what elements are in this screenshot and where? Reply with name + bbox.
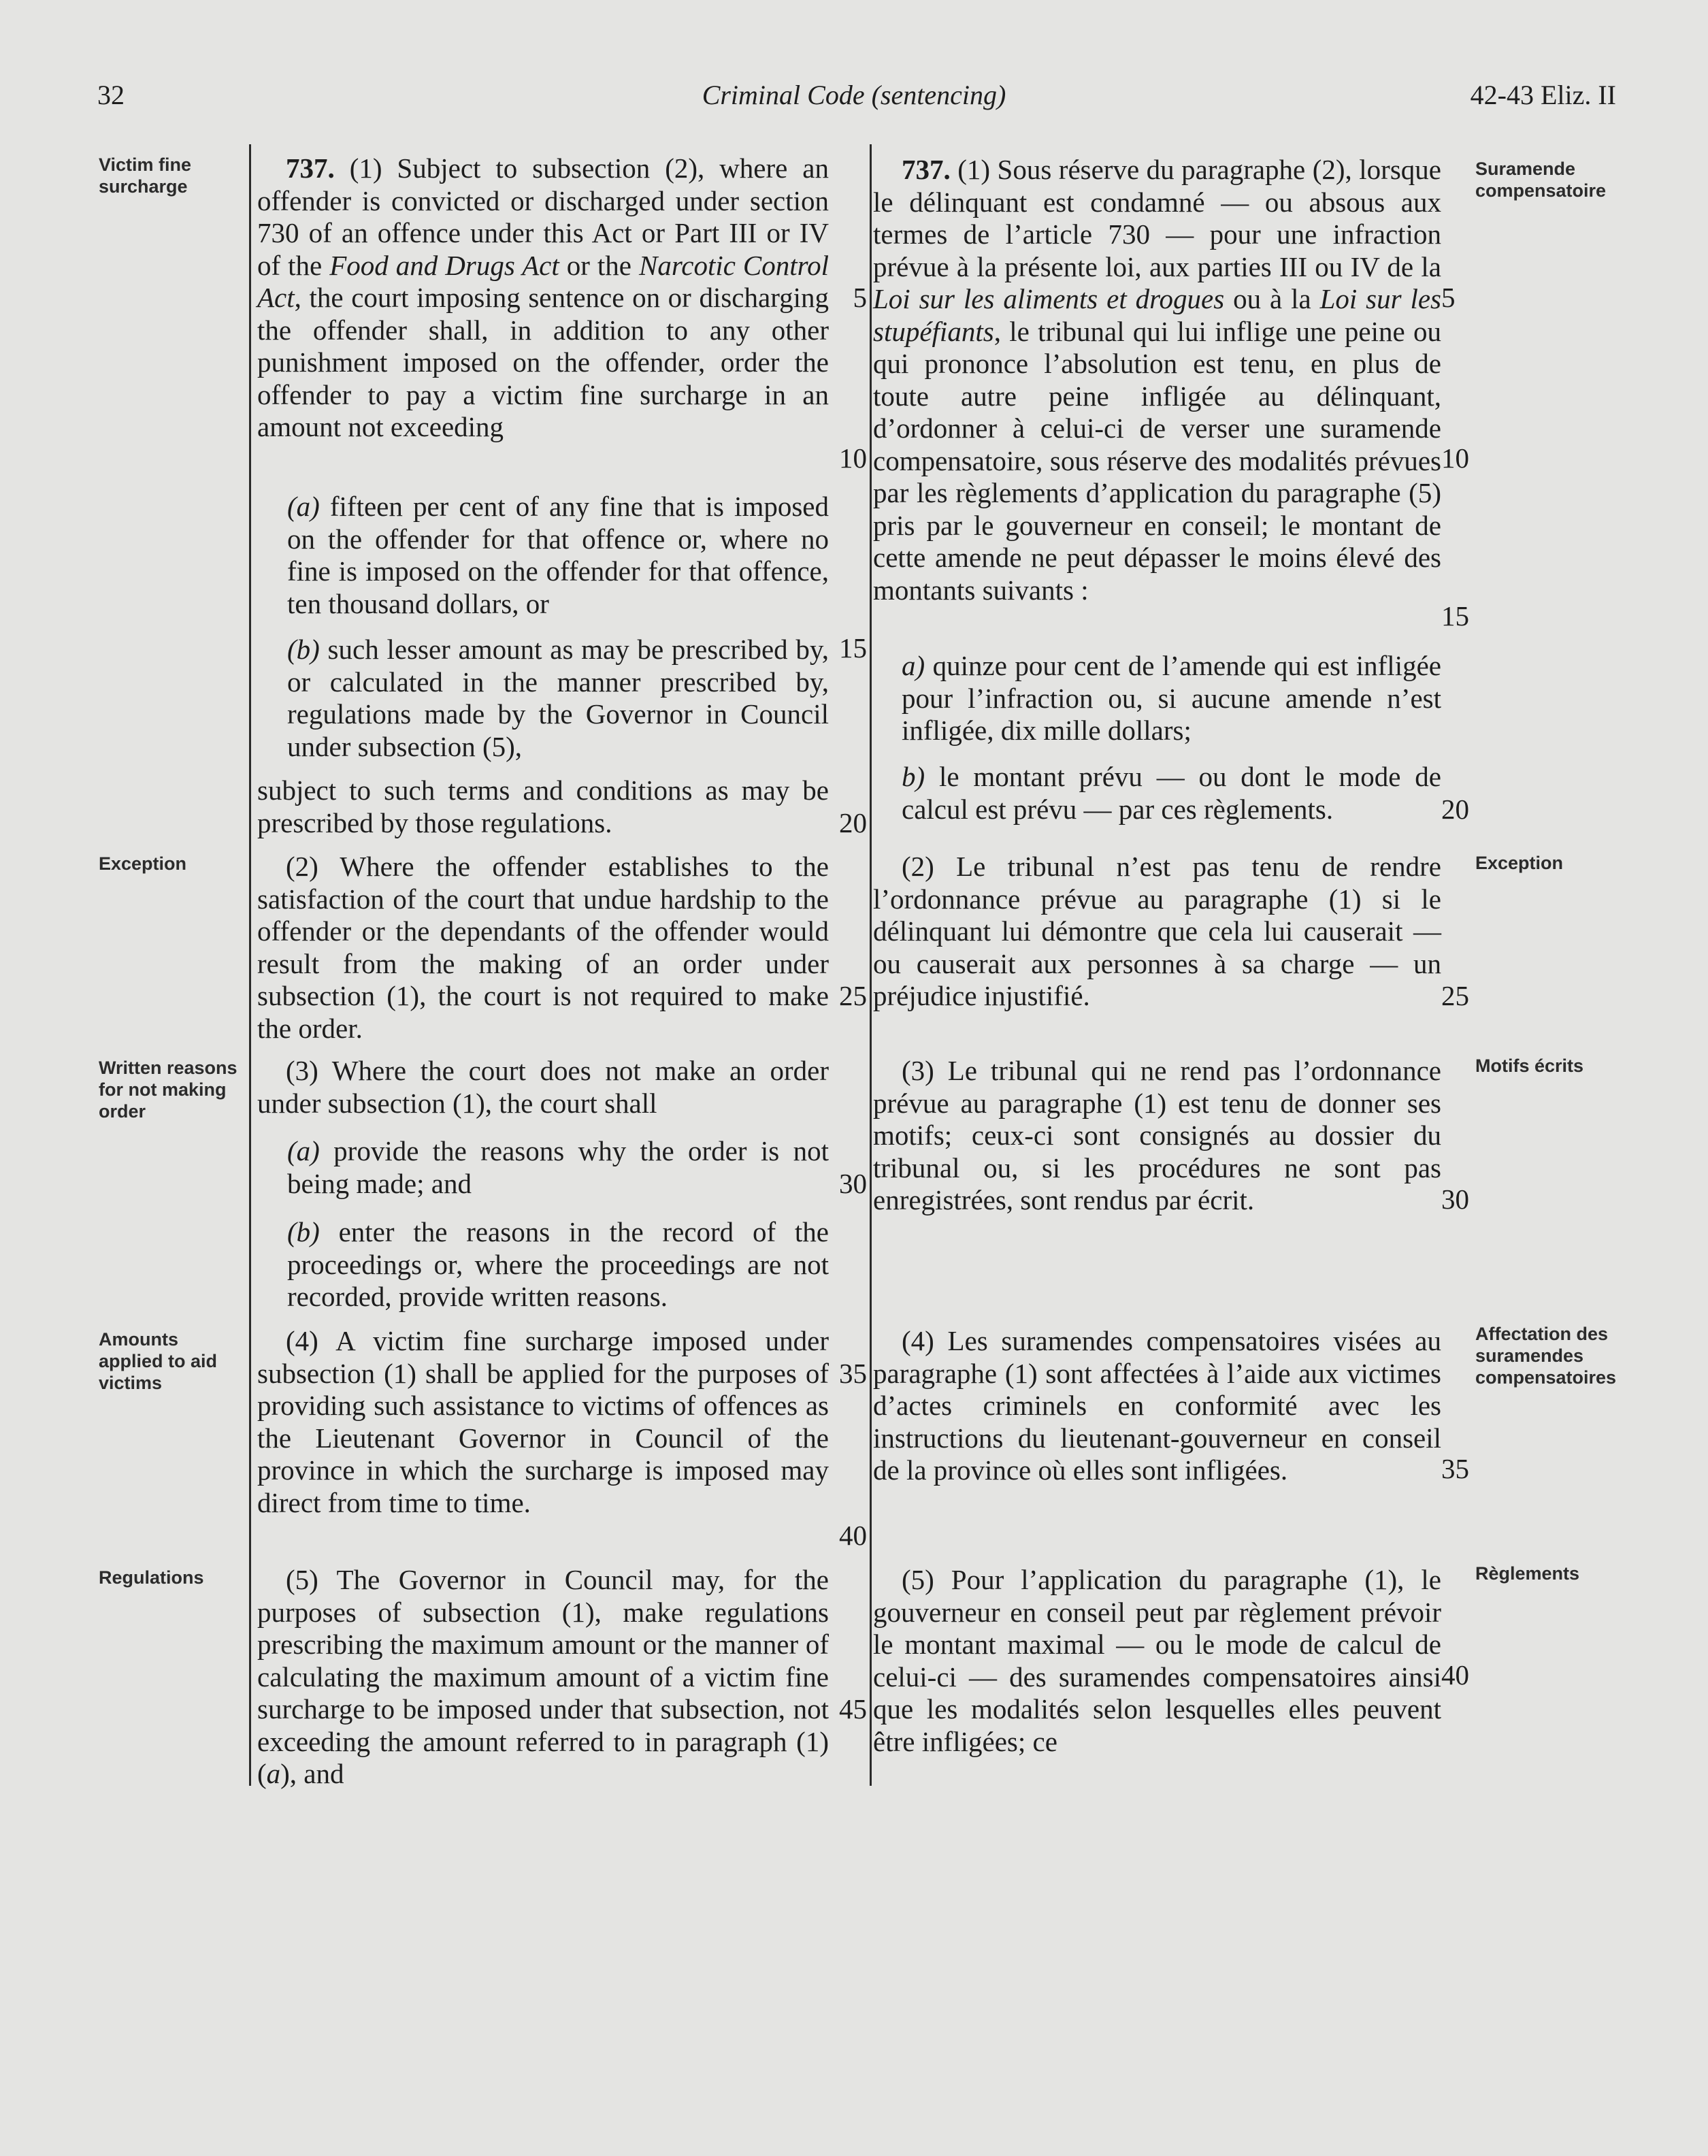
margin-note-affectation: Affectation des suramendes compensatoires	[1475, 1324, 1617, 1388]
fr-line-number: 15	[1441, 600, 1469, 632]
en-s1-text-a: (1) Subject to subsection (2), where an offender is convicted or discharged under section 730 of an offence under this Act or Part III or IV of the	[257, 152, 829, 281]
en-s5-text-a: (5) The Governor in Council may, for the purposes of subsection (1), make regulations prescribing the maximum amount or the manner of calculating the maximum amount of a victim fine surcharge to be imposed under that subsection, not exceeding the amount referred to in paragraph (1)(	[257, 1564, 829, 1789]
fr-s5-text: (5) Pour l’application du paragraphe (1), le gouverneur en conseil peut par règlement prévoir le montant maximal — ou le mode de calcul de celui-ci — des suramendes compensatoires ainsi que les modalités selon lesquelles elles peuvent être infligées; ce	[873, 1564, 1441, 1757]
en-s3-a-label: (a)	[287, 1135, 320, 1166]
en-s5-text-b: ), and	[280, 1758, 344, 1789]
en-s3-b-label: (b)	[287, 1216, 320, 1247]
en-s4-text: (4) A victim fine surcharge imposed under subsection (1) shall be applied for the purposes of providing such assistance to victims of offences as the Lieutenant Governor in Council of the province in which the surcharge is imposed may direct from time to time.	[257, 1325, 829, 1518]
en-line-number: 35	[839, 1358, 867, 1389]
en-paragraph-b	[287, 634, 829, 763]
fr-section-737-2	[873, 851, 1441, 1013]
en-para-b-label: (b)	[287, 634, 320, 665]
en-s3-b-text: enter the reasons in the record of the proceedings or, where the proceedings are not recorded, provide written reasons.	[287, 1216, 829, 1312]
fr-s1-text-c: , le tribunal qui lui inflige une peine ou qui prononce l’absolution est tenu, en plus de toute autre peine infligée au délinquant, d’ordonner à celui-ci de verser une suramende compensatoire, sous réserve des modalités prévues par les règlements d’application du paragraphe (5) pris par le gouverneur en conseil; le montant de cette amende ne peut dépasser le moins élevé des montants suivants :	[873, 315, 1441, 606]
en-line-number: 45	[839, 1693, 867, 1725]
en-para-b-text: such lesser amount as may be prescribed by, or calculated in the manner prescribed by, regulations made by the Governor in Council under subsection (5),	[287, 634, 829, 762]
en-paragraph-a	[287, 491, 829, 620]
fr-section-737-5	[873, 1564, 1441, 1758]
en-s2-text: (2) Where the offender establishes to the satisfaction of the court that undue hardship to the offender or the dependants of the offender would result from the making of an order under subsection (1), the court is not required to make the order.	[257, 851, 829, 1044]
en-section-737-2	[257, 851, 829, 1045]
fr-para-b-text: le montant prévu — ou dont le mode de calcul est prévu — par ces règlements.	[902, 761, 1441, 825]
volume-reference: 42-43 Eliz. II	[1470, 80, 1616, 110]
margin-note-victim-surcharge: Victim fine surcharge	[99, 154, 192, 197]
en-para-a-label: (a)	[287, 491, 320, 522]
middle-column-rule	[870, 144, 872, 1786]
en-line-number: 20	[839, 807, 867, 838]
fr-line-number: 35	[1441, 1453, 1469, 1484]
fr-loi-aliments: Loi sur les aliments et drogues	[873, 283, 1225, 314]
fr-s1-text-b: ou à la	[1224, 283, 1320, 314]
en-line-number: 10	[839, 442, 867, 474]
fr-section-737-1	[873, 154, 1441, 606]
margin-note-exception-en: Exception	[99, 853, 187, 874]
en-section-737-1-tail	[257, 774, 829, 839]
fr-para-a-label: a)	[902, 650, 925, 681]
en-section-737-3	[257, 1055, 829, 1120]
fr-section-737-4	[873, 1325, 1441, 1487]
fr-line-number: 5	[1441, 282, 1456, 313]
en-section-737-1	[257, 152, 829, 444]
fr-s1-text-a: (1) Sous réserve du paragraphe (2), lorsque le délinquant est condamné — ou absous aux termes de l’article 730 — pour une infraction prévue à la présente loi, aux parties III ou IV de la	[873, 154, 1441, 282]
en-para-a-text: fifteen per cent of any fine that is imposed on the offender for that offence or, where no fine is imposed on the offender for that offence, ten thousand dollars, or	[287, 491, 829, 619]
margin-note-written-reasons: Written reasons for not making order	[99, 1058, 237, 1122]
en-s3-paragraph-a	[287, 1135, 829, 1200]
fr-para-a-text: quinze pour cent de l’amende qui est infligée pour l’infraction ou, si aucune amende n’est infligée, dix mille dollars;	[902, 650, 1441, 746]
en-s3-text: (3) Where the court does not make an order under subsection (1), the court shall	[257, 1055, 829, 1119]
fr-loi-stupefiants: Loi sur les stupéfiants	[873, 283, 1441, 347]
fr-s4-text: (4) Les suramendes compensatoires visées au paragraphe (1) sont affectées à l’aide aux victimes d’actes criminels en conformité avec les instructions du lieutenant-gouverneur en conseil de la province où elles sont infligées.	[873, 1325, 1441, 1486]
en-section-number: 737.	[286, 152, 335, 184]
en-s1-tail: subject to such terms and conditions as may be prescribed by those regulations.	[257, 774, 829, 838]
en-line-number: 30	[839, 1168, 867, 1199]
fr-line-number: 25	[1441, 980, 1469, 1011]
en-narcotic-act: Narcotic Control Act	[257, 249, 829, 313]
margin-note-amounts-applied: Amounts applied to aid victims	[99, 1329, 218, 1393]
en-line-number: 40	[839, 1520, 867, 1551]
en-s1-text-b: or the	[559, 249, 639, 281]
margin-note-regulations: Regulations	[99, 1567, 204, 1588]
fr-line-number: 30	[1441, 1183, 1469, 1215]
en-s3-paragraph-b	[287, 1216, 829, 1313]
fr-line-number: 10	[1441, 442, 1469, 474]
fr-section-737-3	[873, 1055, 1441, 1217]
left-column-rule	[249, 144, 251, 1786]
en-s3-a-text: provide the reasons why the order is not being made; and	[287, 1135, 829, 1199]
fr-paragraph-b	[902, 761, 1441, 826]
fr-para-b-label: b)	[902, 761, 925, 792]
en-line-number: 5	[853, 282, 867, 313]
margin-note-reglements: Règlements	[1475, 1563, 1580, 1584]
fr-section-number: 737.	[902, 154, 951, 185]
margin-note-motifs: Motifs écrits	[1475, 1056, 1584, 1076]
en-s5-italic: a	[266, 1758, 281, 1789]
running-title: Criminal Code (sentencing)	[702, 80, 1006, 110]
fr-paragraph-a	[902, 650, 1441, 747]
en-section-737-5	[257, 1564, 829, 1791]
page-number: 32	[97, 80, 125, 110]
fr-s3-text: (3) Le tribunal qui ne rend pas l’ordonnance prévue au paragraphe (1) est tenu de donner ses motifs; ceux-ci sont consignés au dossier du tribunal ou, si les procédures ne sont pas enregistrées, sont rendus par écrit.	[873, 1055, 1441, 1215]
en-food-drugs-act: Food and Drugs Act	[329, 249, 559, 281]
margin-note-suramende: Suramende compensatoire	[1475, 159, 1607, 201]
margin-note-exception-fr: Exception	[1475, 853, 1564, 873]
fr-s2-text: (2) Le tribunal n’est pas tenu de rendre l’ordonnance prévue au paragraphe (1) si le délinquant lui démontre que cela lui causerait — ou causerait aux personnes à sa charge — un préjudice injustifié.	[873, 851, 1441, 1011]
en-s1-text-c: , the court imposing sentence on or discharging the offender shall, in addition to any other punishment imposed on the offender, order the offender to pay a victim fine surcharge in an amount not exceeding	[257, 282, 829, 442]
en-section-737-4	[257, 1325, 829, 1519]
en-line-number: 15	[839, 632, 867, 664]
fr-line-number: 40	[1441, 1659, 1469, 1690]
en-line-number: 25	[839, 980, 867, 1011]
fr-line-number: 20	[1441, 794, 1469, 825]
